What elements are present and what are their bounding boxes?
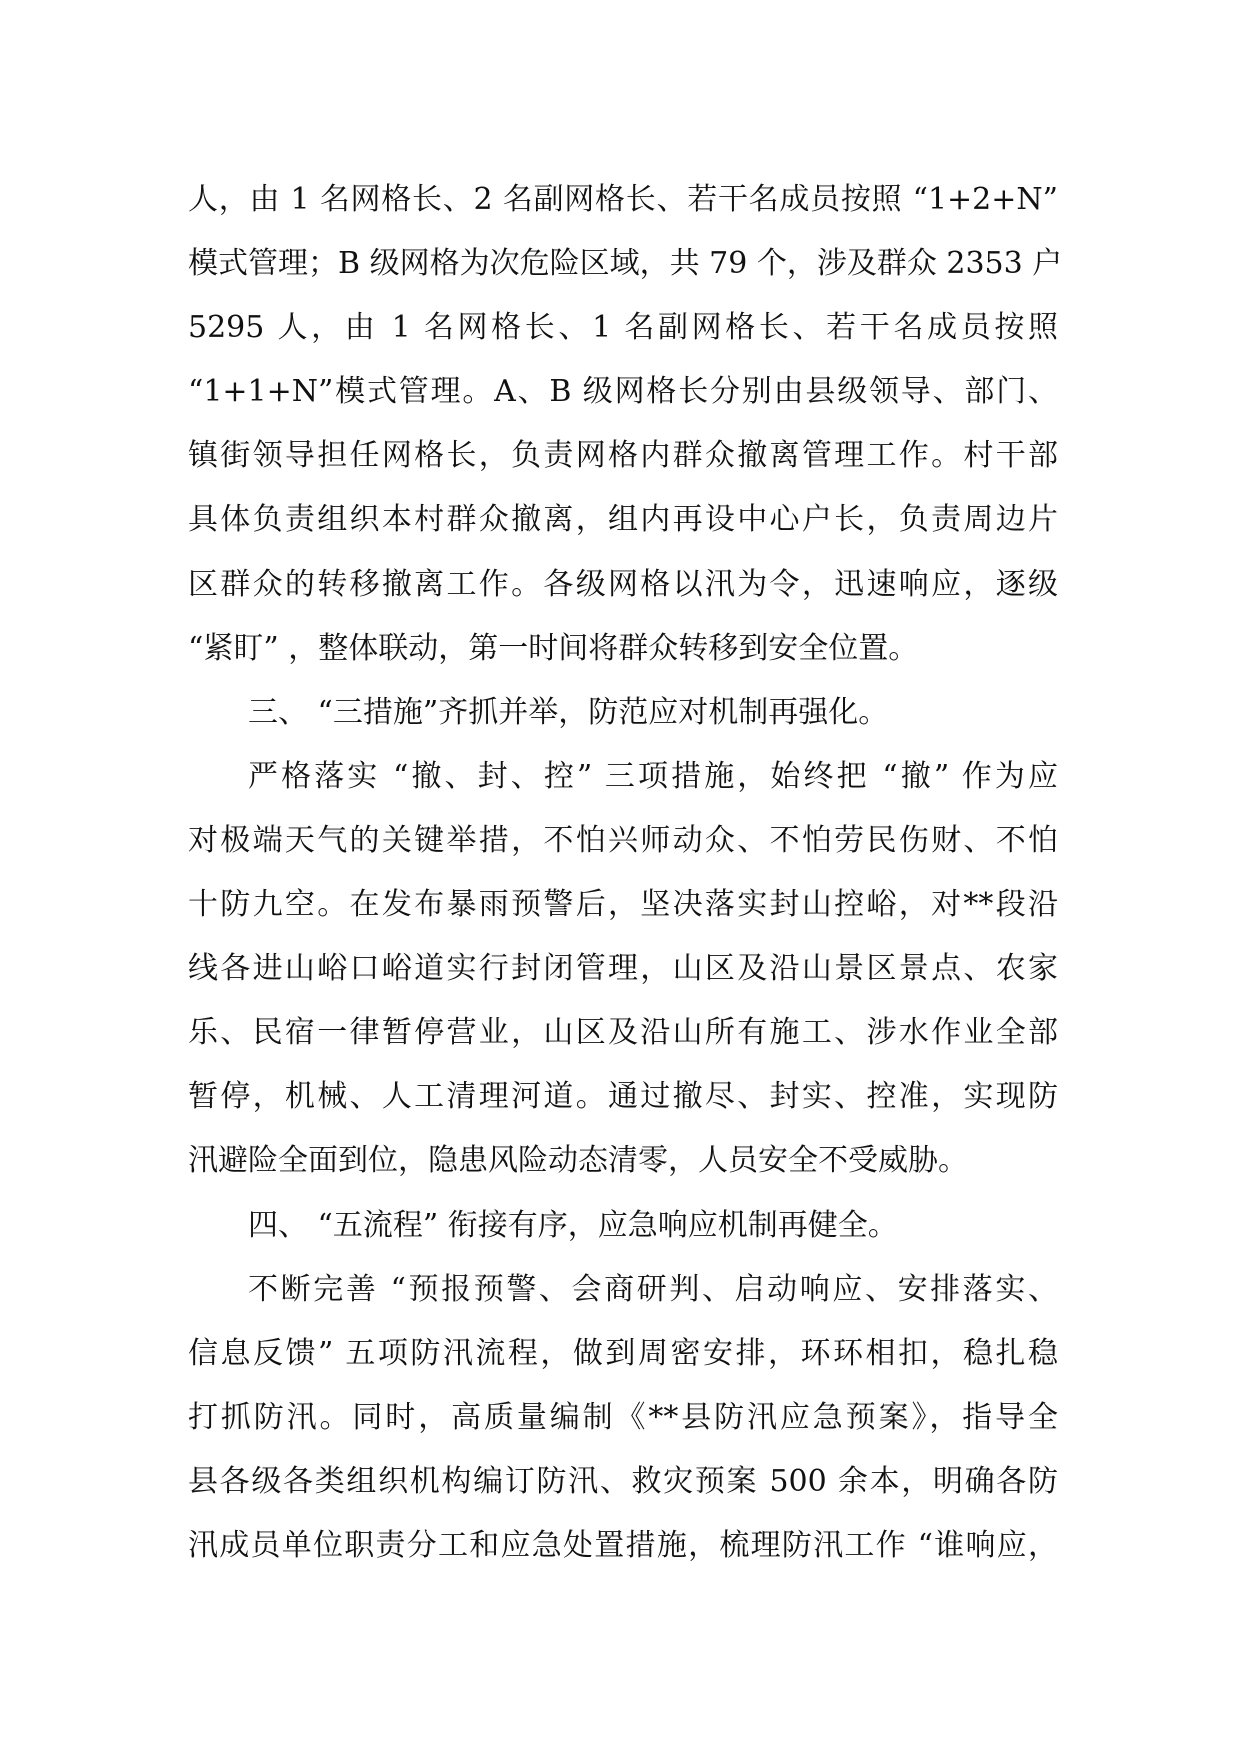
paragraph-line: 具体负责组织本村群众撤离，组内再设中心户长，负责周边片 xyxy=(188,502,1058,538)
paragraph-line: “1+1+N”模式管理。A、B 级网格长分别由县级领导、部门、 xyxy=(188,374,1058,410)
paragraph-line: 严格落实 “撤、封、控” 三项措施，始终把 “撤” 作为应 xyxy=(248,758,1058,794)
paragraph-line: 打抓防汛。同时，高质量编制《**县防汛应急预案》，指导全 xyxy=(188,1399,1058,1435)
section-heading: 三、 “三措施”齐抓并举，防范应对机制再强化。 xyxy=(248,694,889,730)
paragraph-line: 汛避险全面到位，隐患风险动态清零，人员安全不受威胁。 xyxy=(188,1143,968,1179)
paragraph-line: 镇街领导担任网格长，负责网格内群众撤离管理工作。村干部 xyxy=(188,438,1058,474)
paragraph-line: 不断完善 “预报预警、会商研判、启动响应、安排落实、 xyxy=(248,1271,1058,1307)
paragraph-line: 线各进山峪口峪道实行封闭管理，山区及沿山景区景点、农家 xyxy=(188,951,1058,987)
paragraph-line: 十防九空。在发布暴雨预警后，坚决落实封山控峪，对**段沿 xyxy=(188,887,1058,923)
section-heading: 四、 “五流程” 衔接有序，应急响应机制再健全。 xyxy=(248,1207,898,1243)
paragraph-line: 区群众的转移撤离工作。各级网格以汛为令，迅速响应，逐级 xyxy=(188,566,1058,602)
paragraph-line: 暂停，机械、人工清理河道。通过撤尽、封实、控准，实现防 xyxy=(188,1079,1058,1115)
paragraph-line: 对极端天气的关键举措，不怕兴师动众、不怕劳民伤财、不怕 xyxy=(188,822,1058,858)
paragraph-line: 县各级各类组织机构编订防汛、救灾预案 500 余本，明确各防 xyxy=(188,1463,1058,1499)
paragraph-line: 信息反馈” 五项防汛流程，做到周密安排，环环相扣，稳扎稳 xyxy=(188,1335,1058,1371)
paragraph-line: “紧盯” ，整体联动，第一时间将群众转移到安全位置。 xyxy=(188,630,919,666)
paragraph-line: 5295 人，由 1 名网格长、1 名副网格长、若干名成员按照 xyxy=(188,310,1058,346)
paragraph-line: 汛成员单位职责分工和应急处置措施，梳理防汛工作 “谁响应， xyxy=(188,1527,1058,1563)
paragraph-line: 乐、民宿一律暂停营业，山区及沿山所有施工、涉水作业全部 xyxy=(188,1015,1058,1051)
document-body xyxy=(188,168,1063,1578)
paragraph-line: 人，由 1 名网格长、2 名副网格长、若干名成员按照 “1+2+N” xyxy=(188,182,1058,217)
paragraph-line: 模式管理；B 级网格为次危险区域，共 79 个，涉及群众 2353 户 xyxy=(188,246,1063,282)
